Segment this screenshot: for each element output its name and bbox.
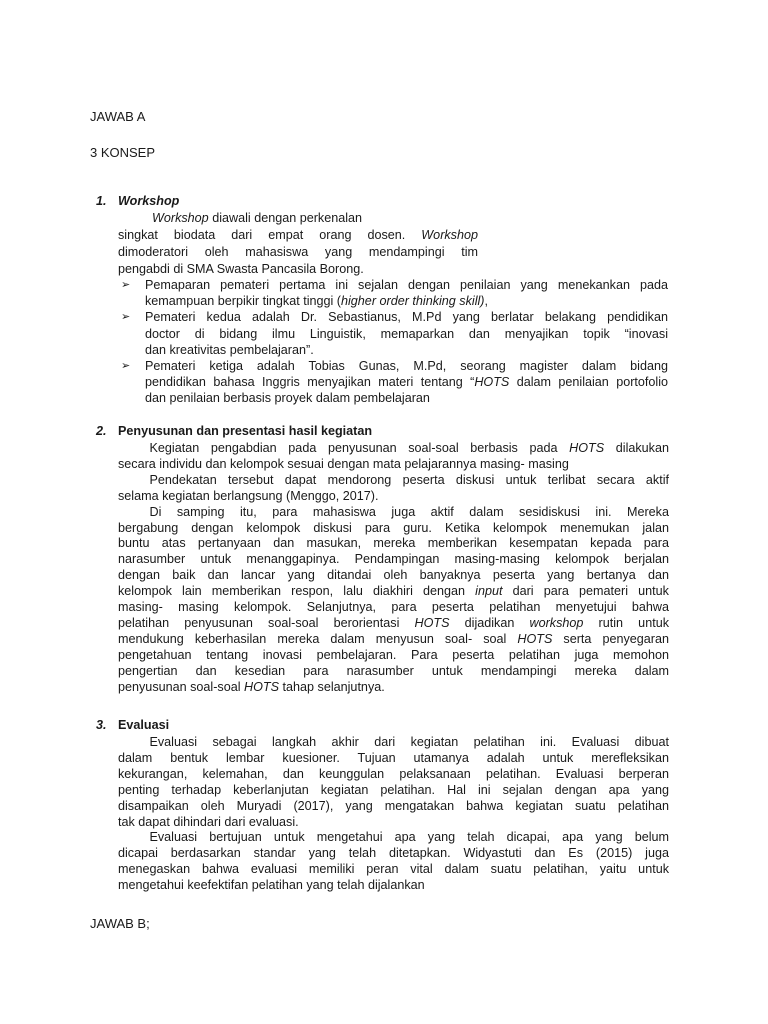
section-2-line: kelompok lain memberikan respon, lalu diakhiri dengan input dari para pemateri untuk (118, 584, 669, 599)
bullet-line: pendidikan bahasa Inggris menyajikan materi tentang “HOTS dalam penilaian portofolio (145, 375, 668, 390)
section-3-title: Evaluasi (118, 718, 170, 732)
section-2-line: Pendekatan tersebut dapat mendorong peserta diskusi untuk terlibat secara aktif (118, 472, 669, 487)
bullet-line: Pemaparan pemateri pertama ini sejalan dengan penilaian yang menekankan pada (145, 278, 668, 292)
section-3-line: disampaikan oleh Muryadi (2017), yang mengatakan bahwa kegiatan suatu pelatihan (118, 798, 669, 813)
section-3-line: menegaskan bahwa evaluasi memiliki peran vital dalam suatu pelatihan, yaitu untuk (118, 862, 669, 877)
bullet-arrow-icon: ➢ (121, 279, 131, 291)
section-2-line: dengan baik dan lancar yang ditandai oleh banyaknya peserta yang bertanya dan (118, 568, 669, 583)
heading-jawab-b: JAWAB B; (90, 916, 150, 931)
section-2-line: masing- masing kelompok. Selanjutnya, para peserta pelatihan menyetujui bahwa (118, 600, 669, 614)
section-3-line: penting terhadap keberlanjutan kegiatan pelatihan. Hal ini sejalan dengan apa yang (118, 782, 669, 797)
section-1-title: Workshop (118, 194, 180, 208)
bullet-line: dan penilaian berbasis proyek dalam pembelajaran (145, 391, 430, 406)
section-2-title: Penyusunan dan presentasi hasil kegiatan (118, 424, 373, 438)
bullet-line: Pemateri ketiga adalah Tobias Gunas, M.Pd, seorang magister dalam bidang (145, 359, 668, 373)
section-3-line: dalam bentuk lembar kuesioner. Tujuan utamanya adalah untuk merefleksikan (118, 750, 669, 765)
section-1-number: 1. (96, 194, 107, 208)
bullet-line: doctor di bidang ilmu Linguistik, memaparkan dan menyajikan topik “inovasi (145, 326, 668, 341)
section-2-line: secara individu dan kelompok sesuai dengan mata pelajarannya masing- masing (118, 456, 569, 471)
section-3-line: kekurangan, kelemahan, dan keunggulan pelaksanaan pelatihan. Evaluasi berperan (118, 766, 669, 781)
bullet-line: Pemateri kedua adalah Dr. Sebastianus, M.Pd yang berlatar belakang pendidikan (145, 310, 668, 325)
section-2-line: pengertian dan kesedian para narasumber untuk mendampingi mereka dalam (118, 663, 669, 678)
section-2-line: Di samping itu, para mahasiswa juga aktif dalam sesidiskusi ini. Mereka (118, 504, 669, 519)
section-3-number: 3. (96, 718, 107, 732)
section-1-intro-line: pengabdi di SMA Swasta Pancasila Borong. (118, 262, 364, 276)
bullet-line: dan kreativitas pembelajaran”. (145, 342, 314, 357)
section-2-line: pelatihan penyusunan soal-soal berorientasi HOTS dijadikan workshop rutin untuk (118, 615, 669, 630)
bullet-arrow-icon: ➢ (121, 360, 131, 372)
section-2-line: buntu atas pertanyaan dan masukan, mereka memberikan kesempatan kepada para (118, 536, 669, 551)
bullet-line: kemampuan berpikir tingkat tinggi (higher order thinking skill), (145, 294, 488, 309)
section-2-line: selama kegiatan berlangsung (Menggo, 2017). (118, 488, 379, 503)
section-3-line: Evaluasi bertujuan untuk mengetahui apa yang telah dicapai, apa yang belum (118, 830, 669, 845)
section-1-intro-line: singkat biodata dari empat orang dosen. Workshop (118, 228, 478, 242)
bullet-arrow-icon: ➢ (121, 311, 131, 324)
section-3-line: Evaluasi sebagai langkah akhir dari kegiatan pelatihan ini. Evaluasi dibuat (118, 735, 669, 749)
section-2-number: 2. (96, 424, 107, 438)
section-1-intro-line: dimoderatori oleh mahasiswa yang mendampingi tim (118, 245, 478, 259)
heading-jawab-a: JAWAB A (90, 109, 146, 124)
heading-konsep: 3 KONSEP (90, 145, 156, 160)
section-2-line: Kegiatan pengabdian pada penyusunan soal-soal berbasis pada HOTS dilakukan (118, 441, 669, 455)
section-2-line: bergabung dengan kelompok diskusi para guru. Ketika kelompok menemukan jalan (118, 520, 669, 535)
section-3-line: dicapai berdasarkan standar yang telah ditetapkan. Widyastuti dan Es (2015) juga (118, 846, 669, 861)
section-2-line: narasumber untuk menanggapinya. Pendampingan masing-masing kelompok berjalan (118, 552, 669, 567)
section-2-line: penyusunan soal-soal HOTS tahap selanjutnya. (118, 679, 385, 694)
section-3-line: tak dapat dihindari dari evaluasi. (118, 814, 299, 829)
section-2-line: mendukung keberhasilan mereka dalam menyusun soal- soal HOTS serta penyegaran (118, 631, 669, 646)
section-1-intro-line: Workshop diawali dengan perkenalan (152, 211, 363, 225)
section-2-line: pengetahuan tentang inovasi pembelajaran. Para peserta pelatihan juga memohon (118, 647, 669, 662)
section-3-line: mengetahui keefektifan pelatihan yang telah dijalankan (118, 878, 425, 893)
